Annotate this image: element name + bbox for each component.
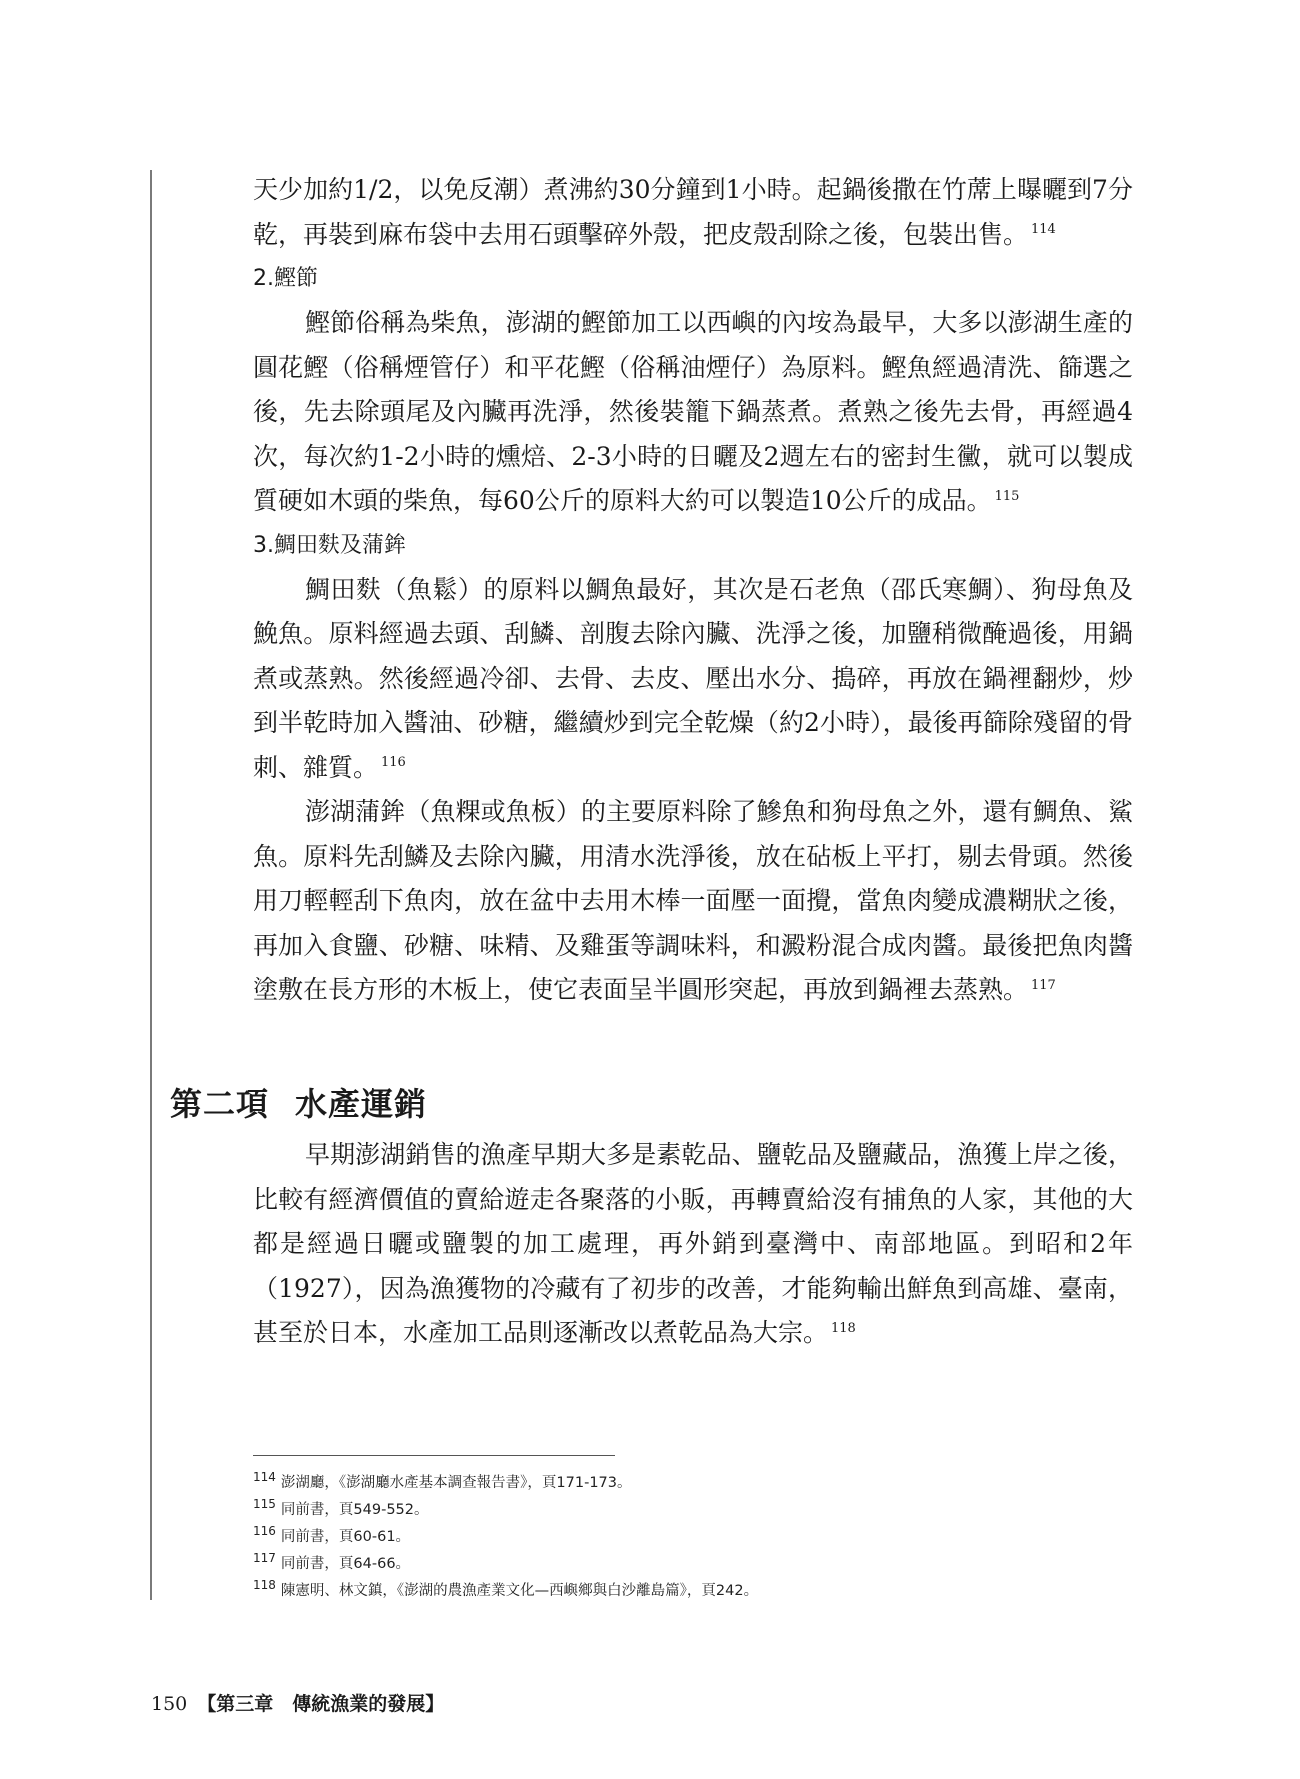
subheading-fish-floss: 3.鯛田麩及蒲鉾 [253, 532, 406, 558]
section-title: 水產運銷 [295, 1085, 428, 1123]
page-footer [151, 1690, 444, 1718]
paragraph-continued: 天少加約1/2，以免反潮）煮沸約30分鐘到1小時。起鍋後撒在竹蓆上曝曬到7分乾，再裝到麻布袋中去用石頭擊碎外殼，把皮殼刮除之後，包裝出售。 $^{114}$ [253, 175, 1133, 249]
section-body [253, 1133, 1133, 1356]
footnote-ref[interactable]: 114 [1031, 222, 1056, 238]
footnote: $^{115}$ 同前書，頁549-552。 [253, 1497, 429, 1518]
footnote-ref[interactable]: 115 [994, 488, 1020, 504]
section-heading [170, 1080, 427, 1128]
body-text [253, 168, 1133, 1013]
footnotes [253, 1470, 1153, 1605]
page-number: 150 [151, 1693, 188, 1715]
footnote-divider [253, 1455, 615, 1456]
footnote-ref[interactable]: 117 [1031, 977, 1056, 993]
footnote: $^{118}$ 陳憲明、林文鎮，《澎湖的農漁產業文化—西嶼鄉與白沙離島篇》，頁242。 [253, 1578, 759, 1599]
footnote: $^{114}$ 澎湖廳，《澎湖廳水產基本調查報告書》，頁171-173。 [253, 1470, 632, 1491]
footnote-ref[interactable]: 116 [381, 755, 406, 771]
footnote: $^{117}$ 同前書，頁64-66。 [253, 1551, 411, 1572]
footnote: $^{116}$ 同前書，頁60-61。 [253, 1524, 411, 1545]
paragraph-marketing: 早期澎湖銷售的漁產早期大多是素乾品、鹽乾品及鹽藏品，漁獲上岸之後，比較有經濟價值的賣給遊走各聚落的小販，再轉賣給沒有捕魚的人家，其他的大都是經過日曬或鹽製的加工處理，再外銷到臺灣中、南部地區。到昭和2年（1927），因為漁獲物的冷藏有了初步的改善，才能夠輸出鮮魚到高雄、臺南，甚至於日本，水產加工品則逐漸改以煮乾品為大宗。 $^{118}$ [253, 1140, 1133, 1347]
subheading-katsuobushi: 2.鰹節 [253, 266, 318, 291]
paragraph-fish-floss: 鯛田麩（魚鬆）的原料以鯛魚最好，其次是石老魚（邵氏寒鯛）、狗母魚及鮸魚。原料經過去頭、刮鱗、剖腹去除內臟、洗淨之後，加鹽稍微醃過後，用鍋煮或蒸熟。然後經過冷卻、去骨、去皮、壓出水分、搗碎，再放在鍋裡翻炒，炒到半乾時加入醬油、砂糖，繼續炒到完全乾燥（約2小時），最後再篩除殘留的骨刺、雜質。 $^{116}$ [253, 574, 1133, 782]
section-number: 第二項 [170, 1085, 270, 1123]
paragraph-katsuobushi: 鰹節俗稱為柴魚，澎湖的鰹節加工以西嶼的內垵為最早，大多以澎湖生產的圓花鰹（俗稱煙管仔）和平花鰹（俗稱油煙仔）為原料。鰹魚經過清洗、篩選之後，先去除頭尾及內臟再洗淨，然後裝籠下鍋蒸煮。煮熟之後先去骨，再經過4次，每次約1-2小時的燻焙、2-3小時的日曬及2週左右的密封生黴，就可以製成質硬如木頭的柴魚，每60公斤的原料大約可以製造10公斤的成品。 $^{115}$ [253, 308, 1133, 515]
paragraph-fish-cake: 澎湖蒲鉾（魚粿或魚板）的主要原料除了鰺魚和狗母魚之外，還有鯛魚、鯊魚。原料先刮鱗及去除內臟，用清水洗淨後，放在砧板上平打，剔去骨頭。然後用刀輕輕刮下魚肉，放在盆中去用木棒一面壓一面攪，當魚肉變成濃糊狀之後，再加入食鹽、砂糖、味精、及雞蛋等調味料，和澱粉混合成肉醬。最後把魚肉醬塗敷在長方形的木板上，使它表面呈半圓形突起，再放到鍋裡去蒸熟。 $^{117}$ [253, 797, 1133, 1004]
chapter-title: 【第三章 傳統漁業的發展】 [197, 1693, 445, 1715]
margin-rule [150, 170, 152, 1600]
footnote-ref[interactable]: 118 [831, 1320, 856, 1336]
